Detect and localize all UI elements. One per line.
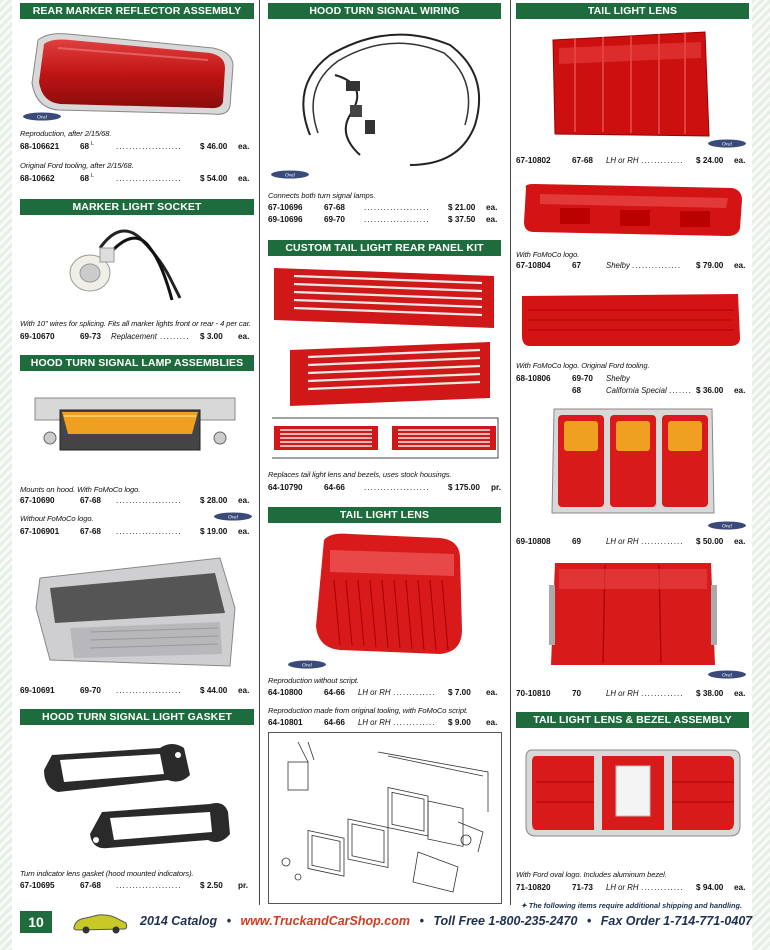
product-line: [268, 482, 502, 493]
price: $ 2.50: [200, 881, 223, 890]
ford-oval-logo-icon: [707, 139, 747, 148]
section-header-tail-lens: TAIL LIGHT LENS: [268, 507, 501, 523]
price: $ 44.00: [200, 686, 228, 695]
unit: ea.: [734, 156, 746, 165]
tail-light-lens-bezel-image: [522, 742, 744, 842]
unit: ea.: [238, 686, 250, 695]
section-header-rear-marker: REAR MARKER REFLECTOR ASSEMBLY: [20, 3, 254, 19]
svg-text:Oval: Oval: [722, 673, 732, 679]
product-line: [516, 260, 750, 271]
superscript: L: [91, 173, 94, 179]
product-description: With 10" wires for splicing. Fits all marker lights front or rear - 4 per car.: [20, 319, 251, 328]
part-number: 68-10806: [516, 374, 551, 383]
product-line: [516, 155, 750, 166]
note: LH or RH: [606, 156, 639, 165]
year: 68: [572, 386, 582, 395]
leader-dots: ....................: [364, 483, 430, 492]
leader-dots: .........: [160, 332, 190, 341]
product-line: [268, 717, 502, 728]
product-line: [268, 687, 502, 698]
product-description: Mounts on hood. With FoMoCo logo.: [20, 485, 141, 494]
part-number: 67-106901: [20, 527, 60, 536]
product-line: [20, 526, 254, 537]
tail-light-lens-shelby-68-image: [518, 290, 743, 350]
product-line: [516, 688, 750, 699]
price: $ 21.00: [448, 203, 476, 212]
product-line: [20, 173, 254, 184]
product-line: [516, 882, 750, 893]
leader-dots: ....................: [116, 881, 182, 890]
note: Shelby: [606, 374, 630, 383]
unit: pr.: [491, 483, 502, 492]
car-icon: [70, 911, 130, 935]
part-number: 71-10820: [516, 883, 551, 892]
price: $ 175.00: [448, 483, 480, 492]
price: $ 7.00: [448, 688, 471, 697]
leader-dots: ....................: [364, 203, 430, 212]
footer-contact-line: [140, 914, 752, 928]
year: 67-68: [80, 527, 101, 536]
leader-dots: .............: [393, 718, 436, 727]
product-line: [20, 495, 254, 506]
part-number: 64-10790: [268, 483, 303, 492]
product-line: [20, 880, 254, 891]
year: 67: [572, 261, 582, 270]
product-line: [20, 685, 254, 696]
part-number: 69-10670: [20, 332, 55, 341]
leader-dots: .............: [641, 537, 684, 546]
ford-oval-logo-icon: [707, 670, 747, 679]
unit: ea.: [486, 688, 498, 697]
product-description: Reproduction without script.: [268, 676, 359, 685]
unit: ea.: [238, 496, 250, 505]
unit: ea.: [734, 883, 746, 892]
leader-dots: .............: [641, 883, 684, 892]
svg-text:Oval: Oval: [37, 115, 47, 121]
separator: •: [226, 914, 231, 928]
fax-number: Fax Order 1-714-771-0407: [600, 914, 753, 928]
part-number: 69-10808: [516, 537, 551, 546]
part-number: 68-10662: [20, 174, 55, 183]
year: 69-70: [324, 215, 345, 224]
year: 69: [572, 537, 582, 546]
product-line: [516, 536, 750, 547]
left-decorative-stripe: [0, 0, 12, 950]
leader-dots: ....................: [116, 142, 182, 151]
hood-turn-signal-lamp-chrome-image: [30, 548, 240, 673]
column-divider: [510, 0, 511, 905]
separator: •: [586, 914, 592, 928]
unit: ea.: [486, 203, 498, 212]
part-number: 64-10800: [268, 688, 303, 697]
leader-dots: ....................: [116, 686, 182, 695]
year: 71-73: [572, 883, 593, 892]
tail-light-lens-70-image: [545, 555, 720, 675]
section-header-hood-lamp: HOOD TURN SIGNAL LAMP ASSEMBLIES: [20, 355, 254, 371]
unit: ea.: [486, 215, 498, 224]
unit: ea.: [486, 718, 498, 727]
page-number: 10: [20, 911, 52, 933]
note: LH or RH: [358, 718, 391, 727]
superscript: L: [91, 141, 94, 147]
ford-oval-logo-icon: [707, 521, 747, 530]
tail-light-lens-67-image: [545, 28, 715, 143]
shipping-note: The following items require additional shipping and handling.: [528, 901, 742, 910]
part-number: 67-10690: [20, 496, 55, 505]
section-header-panel-kit: CUSTOM TAIL LIGHT REAR PANEL KIT: [268, 240, 501, 256]
leader-dots: ....................: [116, 496, 182, 505]
note: LH or RH: [358, 688, 391, 697]
unit: ea.: [734, 386, 746, 395]
product-description: Turn indicator lens gasket (hood mounted indicators).: [20, 869, 194, 878]
product-description: With FoMoCo logo.: [516, 250, 580, 259]
product-description: Replaces tail light lens and bezels, uses stock housings.: [268, 470, 452, 479]
column-divider: [259, 0, 260, 905]
part-number: 64-10801: [268, 718, 303, 727]
leader-dots: ...............: [632, 261, 682, 270]
price: $ 3.00: [200, 332, 223, 341]
note: LH or RH: [606, 689, 639, 698]
svg-text:Oval: Oval: [302, 663, 312, 669]
price: $ 50.00: [696, 537, 724, 546]
toll-free-number: Toll Free 1-800-235-2470: [433, 914, 578, 928]
section-header-gasket: HOOD TURN SIGNAL LIGHT GASKET: [20, 709, 254, 725]
year: 69-73: [80, 332, 101, 341]
product-description: Without FoMoCo logo.: [20, 514, 94, 523]
svg-text:Oval: Oval: [285, 173, 295, 179]
shipping-footnote: ✦ The following items require additional shipping and handling.: [520, 901, 742, 910]
part-number: 67-10802: [516, 156, 551, 165]
price: $ 36.00: [696, 386, 724, 395]
year: 69-70: [572, 374, 593, 383]
year: 64-66: [324, 718, 345, 727]
product-description: Original Ford tooling, after 2/15/68.: [20, 161, 134, 170]
price: $ 24.00: [696, 156, 724, 165]
price: $ 79.00: [696, 261, 724, 270]
tail-light-lens-shelby-67-image: [520, 180, 745, 240]
price: $ 38.00: [696, 689, 724, 698]
product-line: [516, 373, 750, 384]
svg-text:Oval: Oval: [228, 515, 238, 521]
price: $ 46.00: [200, 142, 228, 151]
section-header-tail-lens: TAIL LIGHT LENS: [516, 3, 749, 19]
tail-light-lens-image: [310, 530, 470, 660]
year: 67-68: [80, 881, 101, 890]
leader-dots: .............: [393, 688, 436, 697]
product-line: [268, 214, 502, 225]
product-description: Connects both turn signal lamps.: [268, 191, 376, 200]
part-number: 69-10691: [20, 686, 55, 695]
note: Replacement: [111, 332, 157, 341]
product-description: With Ford oval logo. Includes aluminum bezel.: [516, 870, 667, 879]
note: Shelby: [606, 261, 630, 270]
product-line: [516, 385, 750, 396]
hood-turn-signal-gasket-image: [30, 730, 240, 860]
unit: ea.: [238, 527, 250, 536]
note: California Special: [606, 386, 667, 395]
ford-oval-logo-icon: [22, 112, 62, 121]
section-header-lens-bezel: TAIL LIGHT LENS & BEZEL ASSEMBLY: [516, 712, 749, 728]
year: 67-68: [572, 156, 593, 165]
unit: pr.: [238, 881, 249, 890]
note: LH or RH: [606, 537, 639, 546]
svg-text:Oval: Oval: [722, 524, 732, 530]
product-line: [20, 331, 254, 342]
year: 64-66: [324, 688, 345, 697]
ford-oval-logo-icon: [213, 512, 253, 521]
ford-oval-logo-icon: [270, 170, 310, 179]
year: 64-66: [324, 483, 345, 492]
unit: ea.: [238, 142, 250, 151]
product-description: Reproduction, after 2/15/68.: [20, 129, 112, 138]
rear-marker-reflector-image: [28, 28, 238, 118]
section-header-wiring: HOOD TURN SIGNAL WIRING: [268, 3, 501, 19]
product-description: With FoMoCo logo. Original Ford tooling.: [516, 361, 650, 370]
leader-dots: ....................: [116, 527, 182, 536]
part-number: 67-10804: [516, 261, 551, 270]
year: 68: [80, 174, 90, 183]
marker-light-socket-image: [60, 218, 210, 308]
price: $ 28.00: [200, 496, 228, 505]
price: $ 54.00: [200, 174, 228, 183]
part-number: 69-10696: [268, 215, 303, 224]
unit: ea.: [238, 332, 250, 341]
hood-turn-signal-wiring-image: [290, 25, 490, 175]
part-number: 70-10810: [516, 689, 551, 698]
unit: ea.: [238, 174, 250, 183]
part-number: 67-10696: [268, 203, 303, 212]
hood-turn-signal-lamp-image: [30, 390, 240, 460]
leader-dots: .......: [669, 386, 692, 395]
ford-oval-logo-icon: [287, 660, 327, 669]
tail-light-exploded-diagram-image: [268, 732, 502, 904]
year: 69-70: [80, 686, 101, 695]
custom-tail-light-panel-image: [272, 262, 502, 462]
product-description: Reproduction made from original tooling, with FoMoCo script.: [268, 706, 468, 715]
year: 68: [80, 142, 90, 151]
price: $ 19.00: [200, 527, 228, 536]
unit: ea.: [734, 537, 746, 546]
unit: ea.: [734, 261, 746, 270]
price: $ 9.00: [448, 718, 471, 727]
catalog-year: 2014 Catalog: [140, 914, 218, 928]
leader-dots: .............: [641, 689, 684, 698]
part-number: 67-10695: [20, 881, 55, 890]
price: $ 94.00: [696, 883, 724, 892]
website-link[interactable]: www.TruckandCarShop.com: [240, 914, 410, 928]
tail-light-lens-69-image: [548, 403, 718, 518]
year: 67-68: [80, 496, 101, 505]
svg-text:Oval: Oval: [722, 142, 732, 148]
product-line: [268, 202, 502, 213]
note: LH or RH: [606, 883, 639, 892]
year: 70: [572, 689, 582, 698]
separator: •: [419, 914, 424, 928]
unit: ea.: [734, 689, 746, 698]
leader-dots: ....................: [116, 174, 182, 183]
leader-dots: ....................: [364, 215, 430, 224]
part-number: 68-106621: [20, 142, 60, 151]
right-decorative-stripe: [752, 0, 770, 950]
leader-dots: .............: [641, 156, 684, 165]
section-header-marker-socket: MARKER LIGHT SOCKET: [20, 199, 254, 215]
year: 67-68: [324, 203, 345, 212]
product-line: [20, 141, 254, 152]
price: $ 37.50: [448, 215, 476, 224]
